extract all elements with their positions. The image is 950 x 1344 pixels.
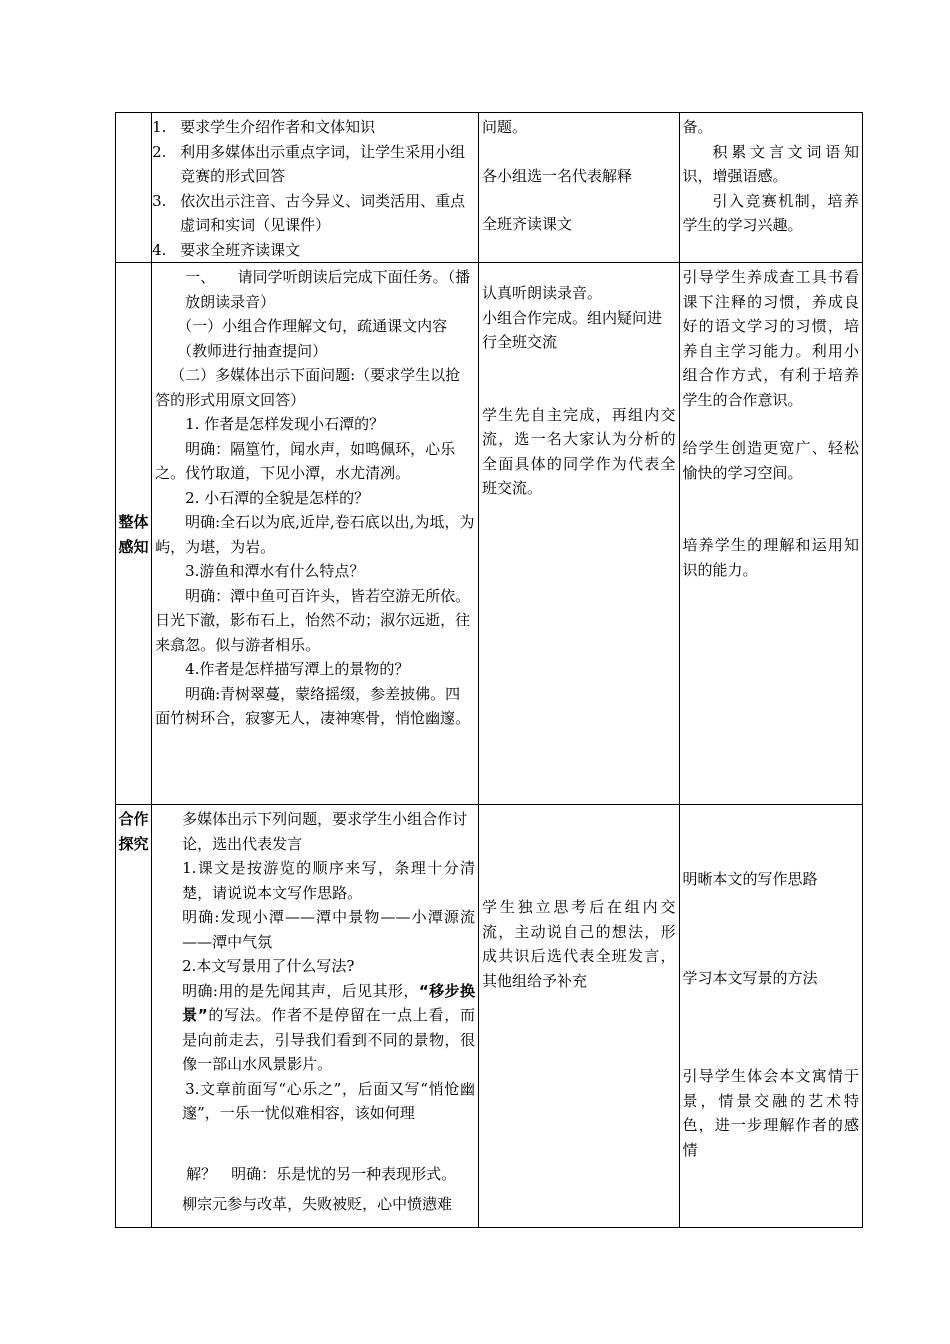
design-purpose-cell (679, 113, 863, 263)
question: 4.作者是怎样描写潭上的景物的？ (185, 660, 410, 678)
teacher-activity-cell (152, 263, 479, 805)
purpose-text: 给学生创造更宽广、轻松愉快的学习空间。 (682, 439, 859, 482)
design-purpose-cell (679, 805, 863, 1228)
teacher-activity-cell (152, 113, 479, 263)
answer: 明确:青树翠蔓，蒙络摇缀，参差披佛。四面竹树环合，寂寥无人，凄神寒骨，悄怆幽邃。 (155, 684, 471, 727)
student-text: 小组合作完成。组内疑问进行全班交流 (481, 308, 662, 351)
question: 2. 小石潭的全貌是怎样的？ (185, 488, 370, 507)
answer: 明确:用的是先闻其声，后见其形，“移步换景”的写法。作者不是停留在一点上看，而是向前走去，引导我们看到不同的景物，很像一部山水风景影片。 (182, 981, 475, 1073)
student-text: 学生先自主完成，再组内交流，选一名大家认为分析的全面具体的同学作为代表全班交流。 (481, 405, 676, 497)
list-item: 4. 要求全班齐读课文 (152, 240, 301, 259)
purpose-text: 备。 (682, 118, 713, 136)
table-row-cooperative-inquiry (116, 805, 863, 1228)
task-sub-1: （一）小组合作理解文句，疏通课文内容（教师进行抽查提问） (177, 317, 448, 360)
table-row-preview (116, 113, 863, 263)
question: 2.本文写景用了什么写法? (182, 957, 355, 975)
question: 1. 作者是怎样发现小石潭的？ (185, 415, 385, 433)
answer: 明确:发现小潭——潭中景物——小潭源流——潭中气氛 (182, 908, 475, 951)
answer: 明确：潭中鱼可百许头，皆若空游无所依。日光下澈，影布石上，怡然不动；淑尔远逝，往来翕忽。似与游者相乐。 (155, 586, 471, 654)
stage-cell: 合作探究 (116, 805, 152, 1228)
purpose-text: 引入竞赛机制，培养学生的学习兴趣。 (682, 191, 859, 234)
question: 3.游鱼和潭水有什么特点？ (185, 562, 365, 580)
list-item: 1. 要求学生介绍作者和文体知识 (152, 118, 376, 136)
question: 3.文章前面写“心乐之”，后面又写“悄怆幽邃”，一乐一忧似难相容，该如何理 (182, 1079, 475, 1122)
question: 1.课文是按游览的顺序来写，条理十分清楚，请说说本文写作思路。 (182, 859, 475, 902)
answer: 明确:全石以为底,近岸,卷石底以出,为坻，为屿，为堪，为岩。 (155, 513, 475, 556)
list-item: 2. 利用多媒体出示重点字词，让学生采用小组竞赛的形式回答 (152, 142, 466, 185)
answer: 明确：隔篁竹，闻水声，如鸣佩环，心乐之。伐竹取道，下见小潭，水尤清冽。 (155, 439, 456, 482)
list-item: 3. 依次出示注音、古今异义、词类活用、重点虚词和实词（见课件） (152, 191, 466, 234)
purpose-text: 培养学生的理解和运用知识的能力。 (682, 536, 859, 579)
emphasis-text: “移步换景” (182, 981, 475, 1024)
student-activity-cell (478, 113, 679, 263)
stage-cell: 整体感知 (116, 263, 152, 805)
student-text: 问题。 (481, 118, 527, 136)
task-sub-2: （二）多媒体出示下面问题:（要求学生以抢答的形式用原文回答） (155, 366, 461, 409)
student-text: 全班齐读课文 (481, 215, 572, 233)
student-text: 学生独立思考后在组内交流，主动说自己的想法，形成共识后选代表全班发言，其他组给予补充 (481, 898, 676, 990)
teacher-activity-cell (152, 805, 479, 1228)
purpose-text: 引导学生养成查工具书看课下注释的习惯，养成良好的语文学习的习惯，培养自主学习能力。利用小组合作方式，有利于培养学生的合作意识。 (682, 268, 859, 409)
student-text: 各小组选一名代表解释 (481, 166, 632, 185)
answer: 解？ 明确：乐是忧的另一种表现形式。 (186, 1164, 457, 1183)
task-intro: 多媒体出示下列问题，要求学生小组合作讨论，选出代表发言 (182, 810, 468, 853)
purpose-text: 明晰本文的写作思路 (682, 870, 818, 888)
task-intro: 一、 请同学听朗读后完成下面任务。（播放朗读录音） (185, 268, 471, 311)
student-text: 认真听朗读录音。 (481, 284, 602, 302)
stage-cell (116, 113, 152, 263)
student-activity-cell (478, 805, 679, 1228)
lesson-plan-table (115, 112, 863, 1228)
table-row-overall-perception (116, 263, 863, 805)
purpose-text: 学习本文写景的方法 (682, 968, 818, 987)
student-activity-cell (478, 263, 679, 805)
answer-continued: 柳宗元参与改革，失败被贬，心中愤懑难 (182, 1195, 453, 1213)
design-purpose-cell (679, 263, 863, 805)
purpose-text: 引导学生体会本文寓情于景，情景交融的艺术特色，进一步理解作者的感情 (682, 1067, 859, 1159)
purpose-text: 积累文言文词语知识，增强语感。 (682, 142, 859, 185)
